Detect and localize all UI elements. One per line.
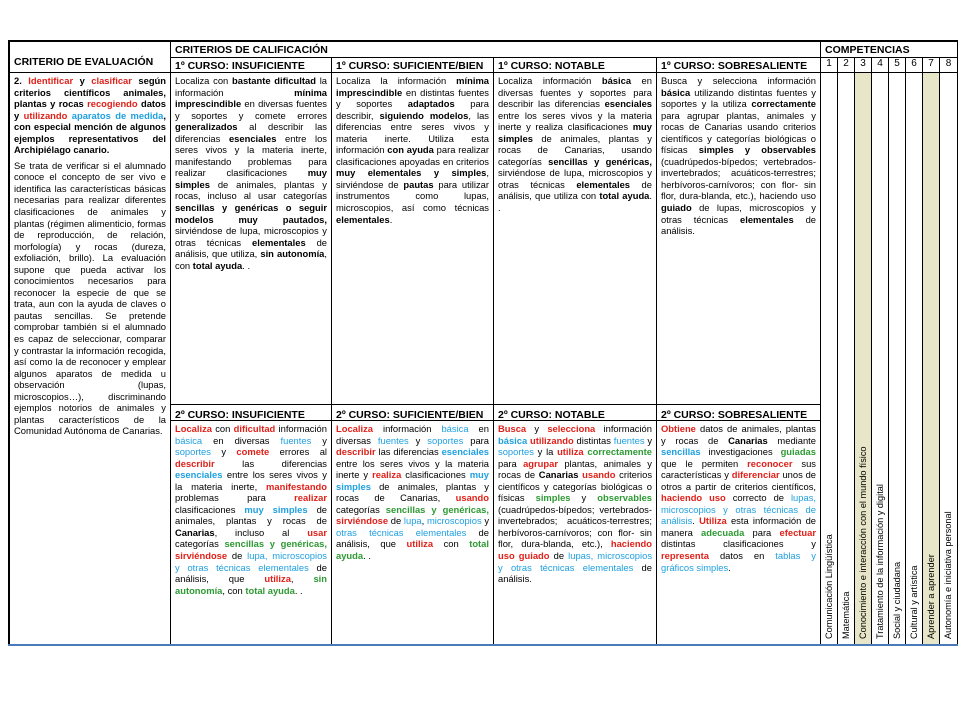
comp-col-3 bbox=[854, 72, 872, 646]
comp-label-8: Autonomía e iniciativa personal bbox=[943, 511, 953, 639]
c1-notable-header: 1º CURSO: NOTABLE bbox=[493, 57, 657, 73]
c2-sobresaliente-text: Obtiene datos de animales, plantas y rocas de Canarias mediante sencillas investigaciones guiadas que le permiten reconocer sus características y diferenciar unos de otros a partir de criterios científicos, haciendo uso correcto de lupas, microscopios y otras técnicas de análisis. Utiliza esta información de manera adecuada para efectuar distintas clasificaciones y representa datos en tablas y gráficos simples. bbox=[656, 420, 821, 646]
calificacion-header: CRITERIOS DE CALIFICACIÓN bbox=[170, 41, 821, 58]
comp-label-1: Comunicación Lingüística bbox=[824, 534, 834, 639]
c1-insuficiente-text: Localiza con bastante dificultad la información mínima imprescindible en diversas fuentes y soportes y comete errores generalizados al describir las diferencias esenciales entre los seres vivos y la materia inerte, manifestando problemas para realizar clasificaciones muy simples de animales, plantas y rocas, incluso al usar categorías sencillas y genéricas o seguir modelos muy pautados, sirviéndose de lupa, microscopios y otras técnicas elementales de análisis, que utiliza, sin autonomía, con total ayuda. . bbox=[170, 72, 332, 405]
c1-notable-text: Localiza información básica en diversas fuentes y soportes para describir las diferencias esenciales entre los seres vivos y la materia inerte y realiza clasificaciones muy simples de animales, plantas y rocas de Canarias, usando categorías sencillas y genéricas, sirviéndose de lupa, microscopios y otras técnicas elementales de análisis, que utiliza con total ayuda. . bbox=[493, 72, 657, 405]
c1-suficiente-header: 1º CURSO: SUFICIENTE/BIEN bbox=[331, 57, 494, 73]
comp-col-7 bbox=[922, 72, 940, 646]
evaluation-table bbox=[8, 40, 958, 646]
comp-col-1 bbox=[820, 72, 838, 646]
bottom-rule bbox=[8, 644, 958, 646]
c2-insuficiente-header: 2º CURSO: INSUFICIENTE bbox=[170, 404, 332, 421]
comp-num-7: 7 bbox=[922, 57, 940, 73]
comp-label-4: Tratamiento de la información y digital bbox=[875, 484, 885, 639]
comp-col-5 bbox=[888, 72, 906, 646]
c2-suficiente-text: Localiza información básica en diversas fuentes y soportes para describir las diferencias esenciales entre los seres vivos y la materia inerte y realiza clasificaciones muy simples de animales, plantas y rocas de Canarias, usando categorías sencillas y genéricas, sirviéndose de lupa, microscopios y otras técnicas elementales de análisis, que utiliza con total ayuda. . bbox=[331, 420, 494, 646]
comp-col-4 bbox=[871, 72, 889, 646]
c2-insuficiente-text: Localiza con dificultad información básica en diversas fuentes y soportes y comete errores al describir las diferencias esenciales entre los seres vivos y la materia inerte, manifestando problemas para realizar clasificaciones muy simples de animales, plantas y rocas de Canarias, incluso al usar categorías sencillas y genéricas, sirviéndose de lupa, microscopios y otras técnicas elementales de análisis, que utiliza, sin autonomía, con total ayuda. . bbox=[170, 420, 332, 646]
criterio-header: CRITERIO DE EVALUACIÓN bbox=[9, 41, 171, 73]
c2-notable-header: 2º CURSO: NOTABLE bbox=[493, 404, 657, 421]
criterio-text: 2. Identificar y clasificar según criterios científicos animales, plantas y rocas recogiendo datos y utilizando aparatos de medida, con especial mención de algunos ejemplos representativos del Archipiélago canario. Se trata de verificar si el alumnado conoce el concepto de ser vivo e identifica las características básicas necesarias para realizar diferentes clasificaciones de animales y plantas (régimen alimenticio, formas de reproducción, de relación, morfología) y rocas (dureza, exfoliación, brillo). La evaluación supone que pueda activar los conocimientos necesarios para reconocer la especie de que se trata, aun con la ayuda de claves o pautas sencillas. Se pretende comprobar también si el alumnado es capaz de seleccionar, comparar y contrastar la información recogida, así como la de reconocer y emplear algunos aparatos de medida u observación (lupas, microscopios…), discriminando ejemplos notorios de animales y plantas característicos de la Comunidad Autónoma de Canarias. bbox=[9, 72, 171, 646]
c1-suficiente-text: Localiza la información mínima imprescindible en distintas fuentes y soportes adaptados para describir, siguiendo modelos, las diferencias entre seres vivos y materia inerte. Utiliza esta información con ayuda para realizar clasificaciones apoyadas en criterios muy elementales y simples, sirviéndose de pautas para utilizar instrumentos como lupas, microscopios, así como técnicas elementales. bbox=[331, 72, 494, 405]
comp-col-2 bbox=[837, 72, 855, 646]
comp-num-6: 6 bbox=[905, 57, 923, 73]
comp-num-1: 1 bbox=[820, 57, 838, 73]
c2-notable-text: Busca y selecciona información básica utilizando distintas fuentes y soportes y la utiliza correctamente para agrupar plantas, animales y rocas de Canarias usando criterios científicos y categorías biológicas o físicas simples y observables (cuadrúpedos-bípedos; vertebrados-invertebrados; acuáticos-terrestres; herbívoros-carnívoros; con flor- sin flor, dura-blanda, etc.), haciendo uso guiado de lupas, microscopios y otras técnicas elementales de análisis. bbox=[493, 420, 657, 646]
comp-col-8 bbox=[939, 72, 958, 646]
c1-sobresaliente-header: 1º CURSO: SOBRESALIENTE bbox=[656, 57, 821, 73]
c1-sobresaliente-text: Busca y selecciona información básica utilizando distintas fuentes y soportes y la utiliza correctamente para agrupar plantas, animales y rocas de Canarias usando criterios científicos y categorías biológicas o físicas simples y observables (cuadrúpedos-bípedos; vertebrados-invertebrados; acuáticos-terrestres; herbívoros-carnívoros; con flor- sin flor, dura-blanda, etc.), haciendo uso guiado de lupas, microscopios y otras técnicas elementales de análisis. bbox=[656, 72, 821, 405]
c2-sobresaliente-header: 2º CURSO: SOBRESALIENTE bbox=[656, 404, 821, 421]
comp-num-3: 3 bbox=[854, 57, 872, 73]
comp-label-3: Conocimiento e interacción con el mundo físico bbox=[858, 446, 868, 639]
comp-label-5: Social y ciudadana bbox=[892, 561, 902, 639]
comp-col-6 bbox=[905, 72, 923, 646]
c2-suficiente-header: 2º CURSO: SUFICIENTE/BIEN bbox=[331, 404, 494, 421]
comp-label-7: Aprender a aprender bbox=[926, 554, 936, 639]
comp-num-8: 8 bbox=[939, 57, 958, 73]
comp-label-2: Matemática bbox=[841, 591, 851, 639]
comp-label-6: Cultural y artística bbox=[909, 565, 919, 639]
c1-insuficiente-header: 1º CURSO: INSUFICIENTE bbox=[170, 57, 332, 73]
comp-num-4: 4 bbox=[871, 57, 889, 73]
comp-num-5: 5 bbox=[888, 57, 906, 73]
comp-num-2: 2 bbox=[837, 57, 855, 73]
competencias-header: COMPETENCIAS bbox=[820, 41, 958, 58]
